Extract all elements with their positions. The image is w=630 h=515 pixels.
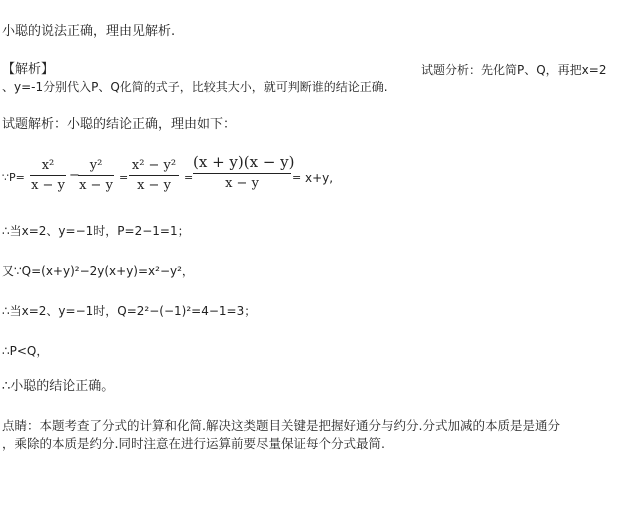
note-line-1: 点睛：本题考查了分式的计算和化简.解决这类题目关键是把握好通分与约分.分式加减的本质是是通分 (2, 418, 560, 433)
fraction-numerator: y² (89, 158, 103, 173)
fraction-numerator: x² − y² (131, 158, 177, 173)
fraction-denominator: x − y (137, 178, 171, 193)
fraction-bar (30, 175, 66, 176)
minus-sign: − (69, 168, 80, 183)
fraction-x2-over-x-minus-y (30, 158, 66, 193)
jiexi-label: 【解析】 (2, 62, 55, 77)
step-q-simplify: 又∵Q=(x+y)²−2y(x+y)=x²−y²， (2, 264, 194, 278)
solution-intro: 试题解析：小聪的结论正确，理由如下： (2, 117, 237, 132)
p-result: x+y, (305, 171, 334, 185)
equals-sign: = (184, 171, 194, 184)
equals-sign: = (292, 171, 302, 184)
fraction-bar (78, 175, 114, 176)
analysis-line-2: 、y=-1分别代入P、Q化简的式子，比较其大小，就可判断谁的结论正确. (2, 80, 388, 94)
equals-sign: = (119, 171, 129, 184)
answer-line: 小聪的说法正确，理由见解析. (2, 24, 176, 39)
p-equation-lead: ∵P= (2, 171, 25, 184)
fraction-x2-minus-y2-over-x-minus-y (129, 158, 179, 193)
step-q-value: ∴当x=2、y=−1时，Q=2²−(−1)²=4−1=3； (2, 304, 257, 318)
step-p-value: ∴当x=2、y=−1时，P=2−1=1； (2, 224, 190, 238)
step-compare: ∴P<Q， (2, 344, 49, 358)
step-conclusion: ∴小聪的结论正确。 (2, 379, 115, 394)
fraction-denominator: x − y (79, 178, 113, 193)
fraction-bar (193, 173, 291, 174)
note-line-2: ，乘除的本质是约分.同时注意在进行运算前要尽量保证每个分式最简. (2, 436, 385, 451)
fraction-bar (129, 175, 179, 176)
fraction-numerator: (x + y)(x − y) (193, 153, 295, 171)
fraction-denominator: x − y (225, 176, 259, 191)
fraction-denominator: x − y (31, 178, 65, 193)
fraction-factored-over-x-minus-y (193, 153, 295, 191)
fraction-y2-over-x-minus-y (78, 158, 114, 193)
analysis-line-1: 试题分析：先化简P、Q，再把x=2 (421, 63, 607, 77)
fraction-numerator: x² (41, 158, 55, 173)
